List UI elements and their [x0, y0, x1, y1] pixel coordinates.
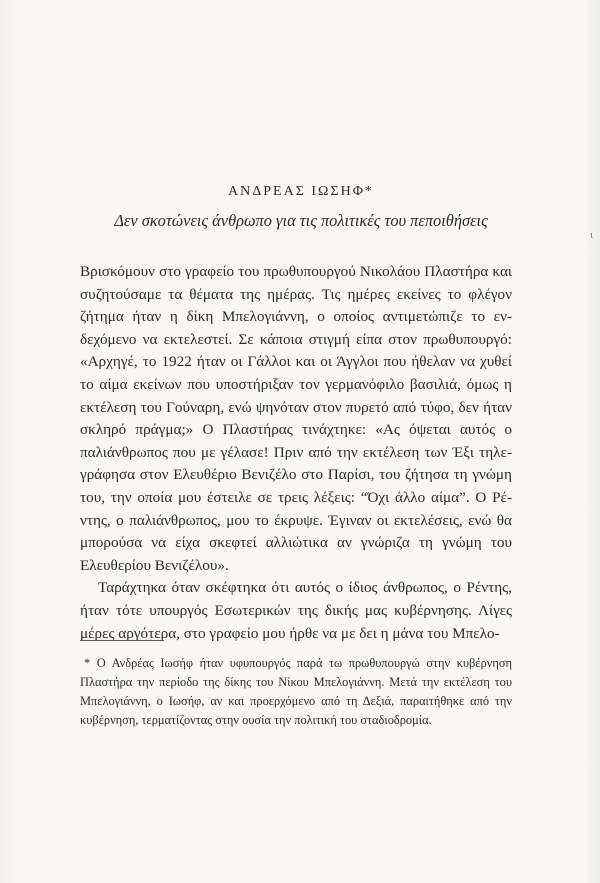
body-text: [80, 261, 512, 645]
paragraph-2: Ταράχτηκα όταν σκέφτηκα ότι αυτός ο ίδιος άνθρωπος, ο Ρέντης, ήταν τότε υπουργός Εσωτερικών της δικής μας κυβέρνησης. Λίγες μέρες αργότερα, στο γραφείο μου ήρθε να με δει η μάνα του Μπελο-: [80, 579, 512, 642]
footnote: [80, 654, 512, 730]
footnote-text: * Ο Ανδρέας Ιωσήφ ήταν υφυπουργός παρά τω πρωθυπουργώ στην κυβέρνηση Πλαστήρα την περίοδο της δίκης του Νίκου Μπελογιάννη. Μετά την εκτέλεση του Μπελογιάννη, ο Ιωσήφ, αν και προερχόμενο από τη Δεξιά, παραιτήθηκε από την κυβέρνηση, τερματίζοντας στην ουσία την πολιτική του σταδιοδρομία.: [80, 656, 512, 727]
margin-mark: ι: [590, 229, 593, 241]
footnote-divider: [80, 640, 164, 641]
chapter-subtitle: Δεν σκοτώνεις άνθρωπο για τις πολιτικές του πεποιθήσεις: [114, 211, 488, 230]
paragraph-1: Βρισκόμουν στο γραφείο του πρωθυπουργού Νικολάου Πλαστήρα και συζητούσαμε τα θέματα της ημέρας. Τις ημέρες εκείνες το φλέγον ζήτημα ήταν η δίκη Μπελογιάννη, ο οποίος αντιμετώπιζε το ενδεχόμενο να εκτελεστεί. Σε κάποια στιγμή είπα στον πρωθυπουργό: «Αρχηγέ, το 1922 ήταν οι Γάλλοι και οι Άγγλοι που ήθελαν να χυθεί το αίμα εκείνων που υποστήριξαν τον γερμανόφιλο βασιλιά, όμως η εκτέλεση του Γούναρη, ενώ ψηνόταν στον πυρετό από τύφο, δεν ήταν σκληρό πράγμα;» Ο Πλαστήρας τινάχτηκε: «Ας όψεται αυτός ο παλιάνθρωπος που με γέλασε! Πριν από την εκτέλεση των Έξι τηλεγράφησα στον Ελευθέριο Βενιζέλο στο Παρίσι, του ζήτησα τη γνώμη του, την οποία μου έστειλε σε τρεις λέξεις: “Όχι άλλο αίμα”. Ο Ρέντης, ο παλιάνθρωπος, μου το έκρυψε. Έγιναν οι εκτελέσεις, ενώ θα μπορούσα να είχα σκεφτεί αλλιώτικα αν γνώριζα τη γνώμη του Ελευθερίου Βενιζέλου».: [80, 263, 512, 574]
author-name: ΑΝΔΡΕΑΣ ΙΩΣΗΦ*: [228, 184, 374, 199]
chapter-heading: [80, 183, 522, 231]
